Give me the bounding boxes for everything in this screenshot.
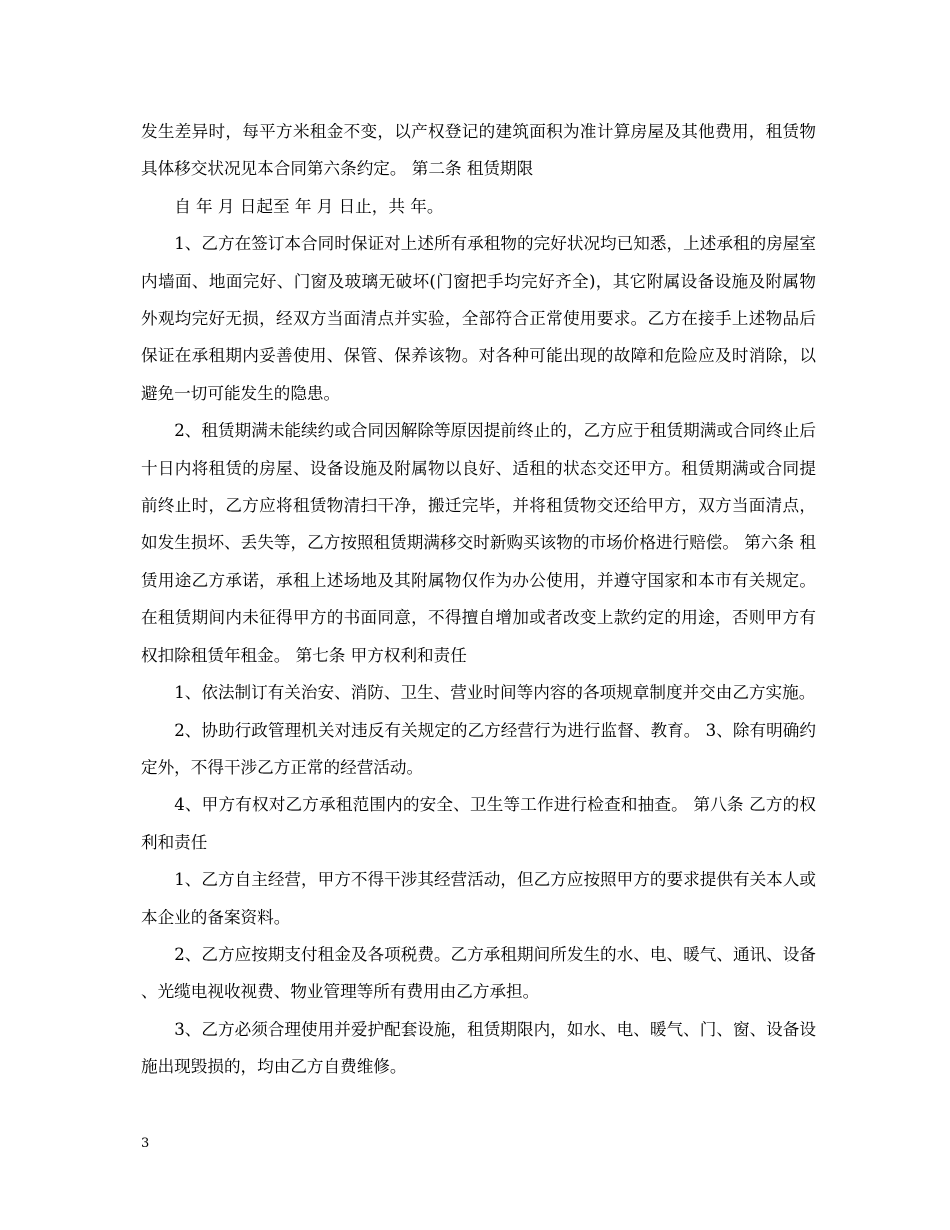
- paragraph-6: 2、协助行政管理机关对违反有关规定的乙方经营行为进行监督、教育。 3、除有明确约定外，不得干涉乙方正常的经营活动。: [141, 720, 816, 777]
- document-body: [141, 113, 816, 1086]
- paragraph-4: 2、租赁期满未能续约或合同因解除等原因提前终止的，乙方应于租赁期满或合同终止后十日内将租赁的房屋、设备设施及附属物以良好、适租的状态交还甲方。租赁期满或合同提前终止时，乙方应将租赁物清扫干净，搬迁完毕，并将租赁物交还给甲方，双方当面清点，如发生损坏、丢失等，乙方按照租赁期满移交时新购买该物的市场价格进行赔偿。 第六条 租赁用途乙方承诺，承租上述场地及其附属物仅作为办公使用，并遵守国家和本市有关规定。在租赁期间内未征得甲方的书面同意，不得擅自增加或者改变上款约定的用途，否则甲方有权扣除租赁年租金。 第七条 甲方权利和责任: [141, 421, 816, 665]
- paragraph-2: 自 年 月 日起至 年 月 日止，共 年。: [174, 196, 444, 216]
- page-number: 3: [141, 1136, 150, 1151]
- paragraph-1: 发生差异时，每平方米租金不变，以产权登记的建筑面积为准计算房屋及其他费用，租赁物具体移交状况见本合同第六条约定。 第二条 租赁期限: [141, 122, 816, 179]
- paragraph-5: 1、依法制订有关治安、消防、卫生、营业时间等内容的各项规章制度并交由乙方实施。: [174, 683, 816, 703]
- paragraph-9: 2、乙方应按期支付租金及各项税费。乙方承租期间所发生的水、电、暖气、通讯、设备、光缆电视收视费、物业管理等所有费用由乙方承担。: [141, 944, 816, 1002]
- paragraph-7: 4、甲方有权对乙方承租范围内的安全、卫生等工作进行检查和抽查。 第八条 乙方的权利和责任: [141, 795, 816, 852]
- paragraph-8: 1、乙方自主经营，甲方不得干涉其经营活动，但乙方应按照甲方的要求提供有关本人或本企业的备案资料。: [141, 870, 816, 927]
- paragraph-3: 1、乙方在签订本合同时保证对上述所有承租物的完好状况均已知悉，上述承租的房屋室内墙面、地面完好、门窗及玻璃无破坏(门窗把手均完好齐全)，其它附属设备设施及附属物外观均完好无损，经双方当面清点并实验，全部符合正常使用要求。乙方在接手上述物品后保证在承租期内妥善使用、保管、保养该物。对各种可能出现的故障和危险应及时消除，以避免一切可能发生的隐患。: [141, 234, 816, 403]
- paragraph-10: 3、乙方必须合理使用并爱护配套设施，租赁期限内，如水、电、暖气、门、窗、设备设施出现毁损的，均由乙方自费维修。: [141, 1019, 816, 1077]
